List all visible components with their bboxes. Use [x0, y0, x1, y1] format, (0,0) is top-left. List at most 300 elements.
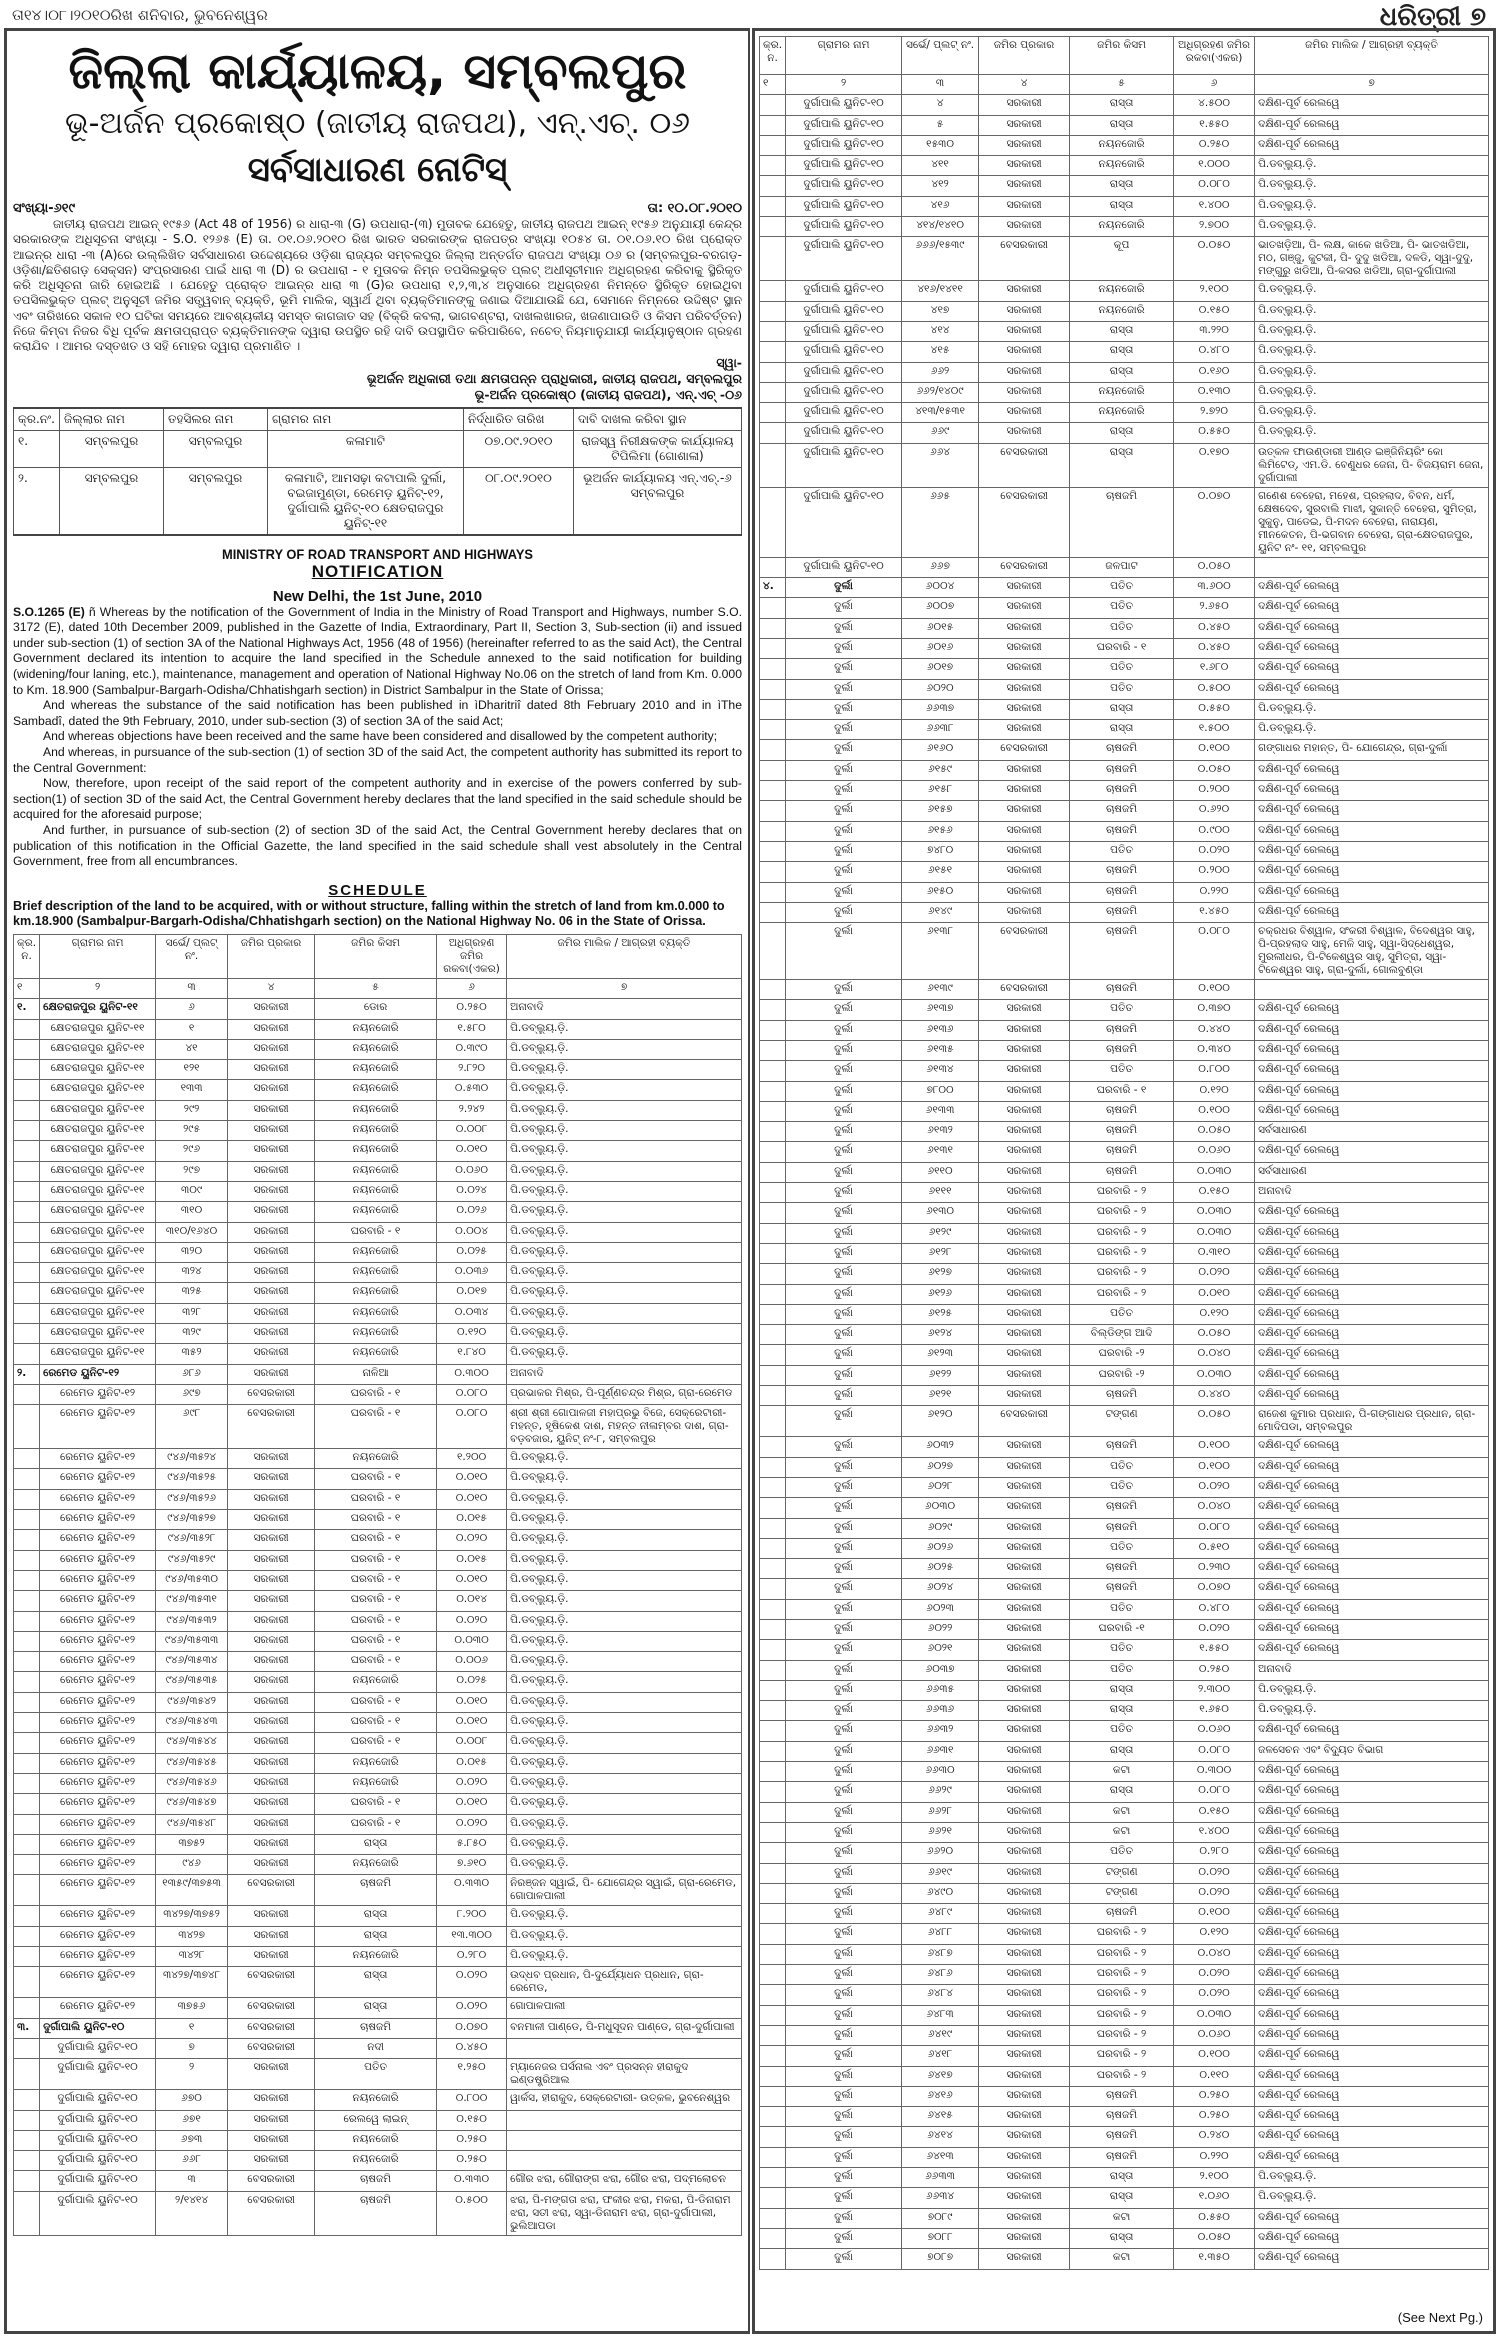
owner-cell: ଦକ୍ଷିଣ-ପୂର୍ବ ରେଲୱେ: [1255, 1965, 1489, 1985]
serial-cell: [760, 1223, 786, 1243]
schedule-row: [760, 902, 1489, 922]
plot-cell: ୬୬୨୮: [902, 1802, 979, 1822]
village-cell: ଦୁର୍ଗାପାଲି ୟୁନିଟ-୧୦: [786, 115, 902, 135]
land-class-cell: କଟା: [1070, 2208, 1174, 2228]
plot-cell: ୬୧୫୧: [902, 862, 979, 882]
area-cell: ୦.୪୫୦: [1174, 638, 1255, 658]
plot-cell: ୬୬୩୭: [902, 699, 979, 719]
owner-cell: ପି.ଡବ୍ଲ୍ୟୁ.ଡ଼ି.: [507, 1550, 742, 1570]
area-cell: ୦.୦୩୦: [1174, 1162, 1255, 1182]
plot-cell: ୪୧୪/୧୪୧୦: [902, 217, 979, 237]
land-type-cell: ସରକାରୀ: [979, 1223, 1070, 1243]
land-class-cell: ପତିତ: [1070, 659, 1174, 679]
land-class-cell: ଚାଷଜମି: [1070, 821, 1174, 841]
schedule-row: [760, 1579, 1489, 1599]
plot-cell: ୪୧୬/୧୪୧୧: [902, 281, 979, 301]
land-class-cell: ନୟନଜୋରି: [315, 1202, 437, 1222]
schedule-row: [760, 301, 1489, 321]
serial-cell: [760, 781, 786, 801]
land-class-cell: ପତିତ: [1070, 1000, 1174, 1020]
area-cell: ୦.୫୦୦: [1174, 679, 1255, 699]
village-cell: ଦୁର୍ଲା: [786, 862, 902, 882]
owner-cell: ଉଦ୍ଧବ ପ୍ରଧାନ, ପି-ଦୁର୍ଯ୍ୟୋଧନ ପ୍ରଧାନ, ଗ୍ରା-ରେମେଡ,: [507, 1967, 742, 1998]
owner-cell: ପି.ଡବ୍ଲ୍ୟୁ.ଡ଼ି.: [507, 1080, 742, 1100]
schedule-row: [14, 999, 742, 1019]
land-type-cell: ସରକାରୀ: [979, 1701, 1070, 1721]
plot-cell: ୬୪୧୩: [902, 2147, 979, 2167]
village-cell: ଦୁର୍ଗାପାଲି ୟୁନିଟ-୧୦: [40, 2130, 156, 2150]
area-cell: ୦.୦୧୫: [437, 1753, 507, 1773]
land-class-cell: ରାସ୍ତା: [1070, 342, 1174, 362]
land-class-cell: ନୟନଜୋରି: [315, 1773, 437, 1793]
owner-cell: ଦକ୍ଷିଣ-ପୂର୍ବ ରେଲୱେ: [1255, 1944, 1489, 1964]
land-type-cell: ସରକାରୀ: [979, 1243, 1070, 1263]
land-class-cell: ନୟନଜୋରି: [315, 2151, 437, 2171]
area-cell: ୦.୩୪୦: [1174, 1040, 1255, 1060]
owner-cell: ପି.ଡବ୍ଲ୍ୟୁ.ଡ଼ି.: [1255, 217, 1489, 237]
plot-cell: ୬୬୯: [902, 423, 979, 443]
serial-cell: [760, 923, 786, 980]
owner-cell: ଦକ୍ଷିଣ-ପୂର୍ବ ରେଲୱେ: [1255, 1345, 1489, 1365]
village-cell: ଦୁର୍ଲା: [786, 1203, 902, 1223]
serial-cell: [760, 1965, 786, 1985]
land-type-cell: ସରକାରୀ: [979, 1040, 1070, 1060]
land-class-cell: ରାସ୍ତା: [1070, 196, 1174, 216]
land-type-cell: ସରକାରୀ: [979, 342, 1070, 362]
owner-cell: ପି.ଡବ୍ଲ୍ୟୁ.ଡ଼ି.: [1255, 720, 1489, 740]
land-class-cell: ପତିତ: [315, 2059, 437, 2090]
village-cell: ଦୁର୍ଗାପାଲି ୟୁନିଟ-୧୦: [786, 281, 902, 301]
land-class-cell: ଘରବାରି -୨: [1070, 1345, 1174, 1365]
village-cell: ରେମେଡ ୟୁନିଟ-୧୨: [40, 1364, 156, 1384]
land-type-cell: ସରକାରୀ: [979, 403, 1070, 423]
schedule-col-number: ୫: [315, 978, 437, 998]
area-cell: ୨.୬୫୦: [1174, 598, 1255, 618]
schedule-row: [760, 1223, 1489, 1243]
owner-cell: ଦକ୍ଷିଣ-ପୂର୍ବ ରେଲୱେ: [1255, 1498, 1489, 1518]
schedule-description: Brief description of the land to be acquired, with or without structure, falling within the stretch of land from km.0.000 to km.18.900 (Sambalpur-Bargarh-Odisha/Chhatishgarh section) on the National Highway No. 06 in the State of Orissa.: [13, 898, 725, 929]
owner-cell: ଭାତଖଡ଼ିଆ, ପି- ଲକ୍ଷ, କାକେ ଖଡିଆ, ପି- ଭାତଖଡିଆ, ମଠ, ଗଞ୍ଜୁ, କୁଟକୀ, ପି- ଦୁଦୁ ଖଡିଆ, ଦଳଡି, ସ୍ୱା-ଦୁଦୁ, ମଙ୍ଗୁରୁ ଖଡିଆ, ପି-କସର ଖଡିଆ, ଗ୍ରା-ଦୁର୍ଗାପାଲୀ: [1255, 237, 1489, 281]
schedule-col-header: ଗ୍ରାମର ନାମ: [786, 37, 902, 75]
schedule-row: [14, 1080, 742, 1100]
owner-cell: ଦକ୍ଷିଣ-ପୂର୍ବ ରେଲୱେ: [1255, 1782, 1489, 1802]
land-class-cell: ନୟନଜୋରି: [315, 1039, 437, 1059]
village-cell: ରେମେଡ ୟୁନିଟ-୧୨: [40, 1906, 156, 1926]
schedule-row: [760, 578, 1489, 598]
schedule-row: [760, 196, 1489, 216]
schedule-col-header: କ୍ର. ନ.: [14, 934, 40, 978]
land-class-cell: ଘରବାରି - ୧: [315, 1591, 437, 1611]
land-class-cell: ଘରବାରି - ୧: [315, 1692, 437, 1712]
area-cell: ୦.୧୫୦: [1174, 1802, 1255, 1822]
village-cell: ଦୁର୍ଲା: [786, 1863, 902, 1883]
plot-cell: ୧: [156, 1019, 228, 1039]
schedule-row: [760, 362, 1489, 382]
village-cell: ଦୁର୍ଗାପାଲି ୟୁନିଟ-୧୦: [786, 362, 902, 382]
serial-cell: ୩.: [14, 2018, 40, 2038]
owner-cell: [507, 2110, 742, 2130]
village-cell: ରେମେଡ ୟୁନିଟ-୧୨: [40, 1449, 156, 1469]
plot-cell: ୬୪୮୩: [902, 2005, 979, 2025]
owner-cell: ଦକ୍ଷିଣ-ପୂର୍ବ ରେଲୱେ: [1255, 821, 1489, 841]
schedule-row: [14, 2090, 742, 2110]
schedule-row: [760, 760, 1489, 780]
schedule-row: [14, 1222, 742, 1242]
village-cell: ରେମେଡ ୟୁନିଟ-୧୨: [40, 1947, 156, 1967]
land-type-cell: ସରକାରୀ: [979, 2086, 1070, 2106]
schedule-row: [760, 443, 1489, 487]
schedule-row: [760, 1822, 1489, 1842]
schedule-row: [760, 1457, 1489, 1477]
land-class-cell: ଘରବାରି - ୨: [1070, 1243, 1174, 1263]
village-cell: ରେମେଡ ୟୁନିଟ-୧୨: [40, 1834, 156, 1854]
plot-cell: ୬୦୨୩: [902, 1599, 979, 1619]
area-cell: ୦.୧୦୦: [1174, 1904, 1255, 1924]
area-cell: ୦.୬୨୦: [1174, 801, 1255, 821]
schedule-row: [760, 2127, 1489, 2147]
signature-prefix: ସ୍ୱା-: [716, 354, 742, 370]
schedule-row: [760, 2025, 1489, 2045]
plot-cell: ୬୧୧୧: [902, 1183, 979, 1203]
area-cell: ୦.୦୩୦: [1174, 2005, 1255, 2025]
schedule-row: [760, 1122, 1489, 1142]
land-class-cell: ନୟନଜୋରି: [315, 1303, 437, 1323]
village-cell: କ୍ଷେତରାଜପୁର ୟୁନିଟ-୧୧: [40, 999, 156, 1019]
owner-cell: ଦକ୍ଷିଣ-ପୂର୍ବ ରେଲୱେ: [1255, 659, 1489, 679]
serial-cell: [14, 1283, 40, 1303]
area-cell: ୦.୦୦୪: [437, 1222, 507, 1242]
serial-cell: [14, 2090, 40, 2110]
plot-cell: ୬୦୨୦: [902, 679, 979, 699]
serial-cell: [760, 487, 786, 557]
area-cell: ୦.୧୦୦: [1174, 2046, 1255, 2066]
area-cell: ୦.୦୭୦: [437, 2018, 507, 2038]
owner-cell: ପି.ଡବ୍ଲ୍ୟୁ.ଡ଼ି.: [1255, 699, 1489, 719]
schedule-row: [760, 638, 1489, 658]
schedule-row: [760, 156, 1489, 176]
land-class-cell: ଚାଷଜମି: [1070, 1386, 1174, 1406]
village-cell: ଦୁର୍ଲା: [786, 821, 902, 841]
village-cell: ଦୁର୍ଲା: [786, 1559, 902, 1579]
serial-cell: [14, 1384, 40, 1404]
village-cell: ଦୁର୍ଲା: [786, 2025, 902, 2045]
village-cell: ଦୁର୍ଲା: [786, 2127, 902, 2147]
plot-cell: ୩୨୪: [156, 1263, 228, 1283]
village-cell: ରେମେଡ ୟୁନିଟ-୧୨: [40, 1550, 156, 1570]
schedule-row: [760, 342, 1489, 362]
area-cell: ୧.୫୫୦: [1174, 115, 1255, 135]
owner-cell: ଦକ୍ଷିଣ-ପୂର୍ବ ରେଲୱେ: [1255, 2025, 1489, 2045]
land-type-cell: ସରକାରୀ: [979, 1304, 1070, 1324]
land-type-cell: ସରକାରୀ: [979, 699, 1070, 719]
village-cell: ଦୁର୍ଗାପାଲି ୟୁନିଟ-୧୦: [40, 2110, 156, 2130]
schedule-col-number: ୪: [979, 75, 1070, 95]
serial-cell: [760, 443, 786, 487]
plot-cell: ୬୧୩୨: [902, 1122, 979, 1142]
village-cell: ଦୁର୍ଲା: [786, 2147, 902, 2167]
owner-cell: ଦକ୍ଷିଣ-ପୂର୍ବ ରେଲୱେ: [1255, 902, 1489, 922]
land-class-cell: ଚାଷଜମି: [1070, 760, 1174, 780]
schedule-row: [14, 1303, 742, 1323]
serial-cell: [760, 382, 786, 402]
plot-cell: ୬୬୩୬: [902, 1701, 979, 1721]
land-type-cell: ସରକାରୀ: [979, 882, 1070, 902]
serial-cell: [14, 1489, 40, 1509]
serial-cell: [14, 1449, 40, 1469]
plot-cell: ୩୦୯: [156, 1181, 228, 1201]
land-type-cell: ସରକାରୀ: [979, 1142, 1070, 1162]
village-cell: ଦୁର୍ଲା: [786, 1985, 902, 2005]
schedule-row: [760, 1640, 1489, 1660]
schedule-row: [760, 1559, 1489, 1579]
village-cell: ଦୁର୍ଲା: [786, 1183, 902, 1203]
plot-cell: ୬୦୨୯: [902, 1518, 979, 1538]
land-type-cell: ବେସରକାରୀ: [979, 443, 1070, 487]
village-cell: ଦୁର୍ଗାପାଲି ୟୁନିଟ-୧୦: [786, 487, 902, 557]
serial-cell: [760, 1386, 786, 1406]
land-class-cell: ପତିତ: [1070, 1599, 1174, 1619]
land-class-cell: ନୟନଜୋରି: [315, 1181, 437, 1201]
owner-cell: ଦକ୍ଷିଣ-ପୂର୍ବ ରେଲୱେ: [1255, 862, 1489, 882]
village-cell: ଦୁର୍ଲା: [786, 1599, 902, 1619]
area-cell: ୦.୫୧୦: [1174, 1538, 1255, 1558]
land-type-cell: ସରକାରୀ: [228, 1591, 315, 1611]
serial-cell: [760, 1579, 786, 1599]
land-type-cell: ସରକାରୀ: [228, 1530, 315, 1550]
signature-line-1: ଭୂଅର୍ଜନ ଅଧିକାରୀ ତଥା କ୍ଷମତାପନ୍ନ ପ୍ରାଧିକାରୀ, ଜାତୀୟ ରାଜପଥ, ସମ୍ବଲପୁର: [366, 370, 742, 386]
area-cell: ୦.୦୮୦: [437, 1384, 507, 1404]
serial-cell: [760, 1741, 786, 1761]
serial-cell: [14, 1344, 40, 1364]
owner-cell: ପି.ଡବ୍ଲ୍ୟୁ.ଡ଼ି.: [1255, 1680, 1489, 1700]
land-class-cell: ପତିତ: [1070, 841, 1174, 861]
serial-cell: [760, 1020, 786, 1040]
left-column: [4, 28, 750, 2334]
plot-cell: ୬୧୩୮: [902, 923, 979, 980]
owner-cell: ଦକ୍ଷିଣ-ପୂର୍ବ ରେଲୱେ: [1255, 1620, 1489, 1640]
land-class-cell: ଚାଷଜମି: [1070, 1162, 1174, 1182]
area-cell: ୦.୨୮୦: [1174, 1843, 1255, 1863]
schedule-row: [760, 237, 1489, 281]
land-type-cell: ସରକାରୀ: [979, 1883, 1070, 1903]
col-header: ଗ୍ରାମର ନାମ: [267, 408, 463, 431]
land-class-cell: ନୟନଜୋରି: [315, 1753, 437, 1773]
village-cell: କ୍ଷେତରାଜପୁର ୟୁନିଟ-୧୧: [40, 1181, 156, 1201]
village-cell: ରେମେଡ ୟୁନିଟ-୧୨: [40, 1510, 156, 1530]
owner-cell: ପି.ଡବ୍ଲ୍ୟୁ.ଡ଼ି.: [507, 1324, 742, 1344]
schedule-row: [760, 2005, 1489, 2025]
schedule-row: [760, 659, 1489, 679]
schedule-row: [760, 598, 1489, 618]
col-header: ତହସିଲର ନାମ: [163, 408, 267, 431]
land-type-cell: ସରକାରୀ: [979, 135, 1070, 155]
village-cell: ଦୁର୍ଲା: [786, 1061, 902, 1081]
area-cell: ୦.୦୪୦: [1174, 1345, 1255, 1365]
serial-cell: [760, 2208, 786, 2228]
plot-cell: ୯୪୬/୩୫୪୬: [156, 1773, 228, 1793]
land-type-cell: ସରକାରୀ: [228, 1631, 315, 1651]
land-type-cell: ସରକାରୀ: [979, 1802, 1070, 1822]
owner-cell: ଦକ୍ଷିଣ-ପୂର୍ବ ରେଲୱେ: [1255, 781, 1489, 801]
land-type-cell: ସରକାରୀ: [979, 1020, 1070, 1040]
land-type-cell: ସରକାରୀ: [228, 1039, 315, 1059]
area-cell: ୦.୦୫୦: [1174, 1325, 1255, 1345]
village-cell: ଦୁର୍ଲା: [786, 1579, 902, 1599]
area-cell: ୦.୦୬୦: [1174, 1721, 1255, 1741]
plot-cell: ୯୪୬/୩୫୩୨: [156, 1611, 228, 1631]
land-type-cell: ବେସରକାରୀ: [228, 1998, 315, 2018]
serial-cell: [760, 598, 786, 618]
schedule-row: [760, 1061, 1489, 1081]
land-class-cell: ଚାଷଜମି: [1070, 862, 1174, 882]
village-cell: ରେମେଡ ୟୁନିଟ-୧୨: [40, 1405, 156, 1449]
area-cell: ୦.୧୨୦: [1174, 1304, 1255, 1324]
schedule-row: [760, 781, 1489, 801]
land-class-cell: କଟା: [1070, 1822, 1174, 1842]
land-class-cell: ଚାଷଜମି: [1070, 2107, 1174, 2127]
serial-cell: [14, 1303, 40, 1323]
land-type-cell: ସରକାରୀ: [979, 95, 1070, 115]
land-type-cell: ସରକାରୀ: [979, 1944, 1070, 1964]
village-cell: ରେମେଡ ୟୁନିଟ-୧୨: [40, 1998, 156, 2018]
schedule-row: [14, 2151, 742, 2171]
plot-cell: ୬୦୩୭: [902, 1660, 979, 1680]
area-cell: ୦.୦୫୦: [1174, 760, 1255, 780]
owner-cell: ପି.ଡବ୍ଲ୍ୟୁ.ଡ଼ି.: [507, 1344, 742, 1364]
schedule-row: [14, 1753, 742, 1773]
schedule-row: [760, 403, 1489, 423]
schedule-row: [14, 1100, 742, 1120]
land-class-cell: ନାଳିଆ: [315, 1364, 437, 1384]
land-type-cell: ସରକାରୀ: [979, 321, 1070, 341]
village-cell: କ୍ଷେତରାଜପୁର ୟୁନିଟ-୧୧: [40, 1100, 156, 1120]
area-cell: ୦.୦୪୦: [1174, 1944, 1255, 1964]
land-class-cell: ନୟନଜୋରି: [315, 1283, 437, 1303]
notice-date: ତା: ୧୦.୦୮.୨୦୧୦: [647, 201, 742, 216]
schedule-col-header: ଜମିର ପ୍ରକାର: [228, 934, 315, 978]
serial-cell: [14, 1080, 40, 1100]
serial-cell: [760, 1762, 786, 1782]
land-class-cell: ନୟନଜୋରି: [1070, 281, 1174, 301]
area-cell: ୦.୧୦୦: [1174, 1101, 1255, 1121]
plot-cell: ୧୫୩୦: [902, 135, 979, 155]
land-class-cell: କଟା: [1070, 2249, 1174, 2269]
serial-cell: [760, 362, 786, 382]
plot-cell: ୬୬୩୩: [902, 2168, 979, 2188]
village-cell: ଦୁର୍ଗାପାଲି ୟୁନିଟ-୧୦: [786, 237, 902, 281]
owner-cell: ପି.ଡବ୍ଲ୍ୟୁ.ଡ଼ି.: [1255, 342, 1489, 362]
land-class-cell: ଘରବାରି - ୨: [1070, 1203, 1174, 1223]
owner-cell: [1255, 980, 1489, 1000]
land-type-cell: ସରକାରୀ: [979, 1284, 1070, 1304]
area-cell: ୨.୧୦୦: [1174, 2168, 1255, 2188]
plot-cell: ୬୬୨୯: [902, 1782, 979, 1802]
owner-cell: ଦକ୍ଷିଣ-ପୂର୍ବ ରେଲୱେ: [1255, 95, 1489, 115]
area-cell: ୦.୧୦୦: [1174, 1437, 1255, 1457]
serial-cell: [760, 1122, 786, 1142]
land-class-cell: ରାସ୍ତା: [1070, 362, 1174, 382]
owner-cell: ଦକ୍ଷିଣ-ପୂର୍ବ ରେଲୱେ: [1255, 1863, 1489, 1883]
area-cell: ୨.୨୪୨: [437, 1100, 507, 1120]
village-cell: ଦୁର୍ଗାପାଲି ୟୁନିଟ-୧୦: [786, 423, 902, 443]
plot-cell: ୬୬୩୨: [902, 1721, 979, 1741]
area-cell: ୦.୯୦୦: [1174, 821, 1255, 841]
serial-cell: [760, 740, 786, 760]
serial-cell: [14, 1121, 40, 1141]
area-cell: ୦.୦୩୦: [1174, 1365, 1255, 1385]
serial-cell: [760, 1304, 786, 1324]
schedule-col-header: ଜମିର ମାଲିକ / ଆଗ୍ରହୀ ବ୍ୟକ୍ତି: [507, 934, 742, 978]
owner-cell: ଦକ୍ଷିଣ-ପୂର୍ବ ରେଲୱେ: [1255, 1142, 1489, 1162]
land-class-cell: ପତିତ: [1070, 1721, 1174, 1741]
area-cell: ୦.୦୨୫: [437, 1242, 507, 1262]
area-cell: ୦.୨୫୦: [437, 2130, 507, 2150]
schedule-col-header: ଜମିର ମାଲିକ / ଆଗ୍ରହୀ ବ୍ୟକ୍ତି: [1255, 37, 1489, 75]
land-class-cell: କଟା: [1070, 1802, 1174, 1822]
plot-cell: ୬୪୧୯: [902, 2025, 979, 2045]
serial-cell: [760, 2086, 786, 2106]
village-cell: ଦୁର୍ଲା: [786, 659, 902, 679]
owner-cell: ପି.ଡବ୍ଲ୍ୟୁ.ଡ଼ି.: [507, 1794, 742, 1814]
reference-line: [13, 201, 742, 216]
plot-cell: ୯୪୬/୩୫୪୭: [156, 1794, 228, 1814]
schedule-row: [760, 1701, 1489, 1721]
area-cell: ୦.୧୫୦: [437, 2110, 507, 2130]
serial-cell: [14, 1631, 40, 1651]
land-class-cell: ନୟନଜୋରି: [315, 1141, 437, 1161]
schedule-row: [14, 2130, 742, 2150]
area-cell: ୦.୦୨୦: [1174, 1863, 1255, 1883]
area-cell: ୦.୦୨୦: [437, 1530, 507, 1550]
village-cell: ଦୁର୍ଲା: [786, 1660, 902, 1680]
area-cell: ୮.୨୦୦: [437, 1906, 507, 1926]
schedule-row: [14, 1733, 742, 1753]
area-cell: ୦.୧୫୦: [1174, 301, 1255, 321]
serial-cell: [14, 1570, 40, 1590]
plot-cell: ୩୨୦: [156, 1242, 228, 1262]
serial-cell: [760, 1325, 786, 1345]
land-class-cell: ପତିତ: [1070, 1660, 1174, 1680]
land-class-cell: ଚାଷଜମି: [1070, 980, 1174, 1000]
plot-cell: ୬୬୩୧: [902, 1741, 979, 1761]
schedule-row: [14, 2018, 742, 2038]
serial-cell: [760, 1944, 786, 1964]
right-column: [752, 28, 1496, 2334]
land-class-cell: ଟଙ୍ଗଣ: [1070, 1883, 1174, 1903]
serial-cell: [760, 760, 786, 780]
serial-cell: [760, 423, 786, 443]
serial-cell: [14, 2059, 40, 2090]
schedule-row: [14, 1967, 742, 1998]
serial-cell: [760, 281, 786, 301]
owner-cell: ଅନାବାଦି: [507, 1364, 742, 1384]
land-type-cell: ସରକାରୀ: [979, 638, 1070, 658]
area-cell: ୦.୦୦୮: [437, 1121, 507, 1141]
land-class-cell: ନୟନଜୋରି: [315, 1672, 437, 1692]
land-type-cell: ସରକାରୀ: [979, 1822, 1070, 1842]
area-cell: ୦.୧୦୦: [1174, 740, 1255, 760]
village-cell: ରେମେଡ ୟୁନିଟ-୧୨: [40, 1489, 156, 1509]
area-cell: ୦.୦୧୭: [437, 1283, 507, 1303]
serial-cell: [14, 1794, 40, 1814]
plot-cell: ୬୧୧୦: [902, 1162, 979, 1182]
serial-cell: [760, 1203, 786, 1223]
serial-cell: [760, 699, 786, 719]
notice-body: ଜାତୀୟ ରାଜପଥ ଆଇନ୍ ୧୯୫୬ (Act 48 of 1956) ର ଧାରା-୩ (G) ଉପଧାରା-(୩) ମୁତାବକ ଯେହେତୁ, ଜାତୀୟ ରାଜପଥ ଆଇନ୍ ୧୯୫୬ ଅନୁଯାୟୀ କେନ୍ଦ୍ର ସରକାରଙ୍କ ଅଧିସୂଚନା ସଂଖ୍ୟା - S.O. ୧୨୬୫ (E) ତା. ୦୧.୦୬.୨୦୧୦ ରିଖ ଭାରତ ସରକାରଙ୍କ ରାଜପତ୍ର ସଂଖ୍ୟା ୧୦୫୪ ତା. ୦୧.୦୬.୧୦ ରିଖ ପ୍ରୋକ୍ତ ଆଇନ୍‌ର ଧାରା -୩ (A)ରେ ଉଲ୍ଲିଖିତ ସର୍ବସାଧାରଣ ଉଦ୍ଦେଶ୍ୟରେ ଓଡ଼ିଶା ରାଜ୍ୟର ସମ୍ବଲପୁର ଜିଲ୍ଲା ଅନ୍ତର୍ଗତ ରାଜପଥ ସଂଖ୍ୟା ୦୬ ର (ସମ୍ବଲପୁର-ବରଗଡ଼-ଓଡ଼ିଶା/ଛତିଶଗଡ଼ ସେକ୍ସନ) ସଂପ୍ରସାରଣ ପାଇଁ ଧାରା ୩ (D) ର ଉପଧାରା - ୧ ମୁତାବକ ନିମ୍ନ ତପସିଲଭୁକ୍ତ ପ୍ଲଟ୍ ଅଧୀସୂଚୀମାନ ଅଧିଗ୍ରହଣ କରିବାକୁ ସ୍ଥିରିକୃତ କରି ଅଧିସୂଚନା ଜାରି ହୋଇଅଛି । ଯେହେତୁ ପ୍ରୋକ୍ତ ଆଇନ୍‌ର ଧାରା ୩ (G)ର ଉପଧାରା ୧,୨,୩,୪ ଅନୁସାରେ ଅଧିଗ୍ରହଣ ନିମନ୍ତେ ସ୍ଥିରିକୃତ ହୋଇଥିବା ତପସିଲଭୁକ୍ତ ପ୍ଲଟ୍ ଅନୁସୂଚୀ ଜମିର ସତ୍ତ୍ୱବାନ୍ ବ୍ୟକ୍ତି, ଭୂମି ମାଲିକ, ସ୍ୱାର୍ଥ ଥିବା ବ୍ୟକ୍ତିମାନଙ୍କୁ ଜଣାଇ ଦିଆଯାଉଛି ଯେ, ସେମାନେ ନିମ୍ନରେ ଉଦ୍ଦିଷ୍ଟ ସ୍ଥାନ ଏବଂ ତାରିଖରେ ସକାଳ ୧୦ ଘଟିକା ସମୟରେ ଆବଶ୍ୟକୀୟ ସମସ୍ତ କାଗଜାତ ସହ (ବିକ୍ରି କବଲା, ଭାଗବଣ୍ଟରା, ଦାଖଲଖାରଜ, ଖଜଣାପାଉତି ଓ କିସମ ପରିବର୍ତ୍ତନ) ନିଜେ କିମ୍ବା ନିଜର ବିଧି ପୂର୍ବକ କ୍ଷମତାପ୍ରାପ୍ତ ବ୍ୟକ୍ତିମାନଙ୍କ ଦ୍ୱାରା ଉପସ୍ଥିତ ରହି ଦାବି ଉପସ୍ଥାପିତ କରିପାରିବେ, ନଚେତ୍ ନିୟମାନୁଯାୟୀ କାର୍ଯ୍ୟାନୁଷ୍ଠାନ ଗ୍ରହଣ କରାଯିବ । ଆମର ଦସ୍ତଖତ ଓ ସହି ମୋହର ଦ୍ୱାରା ପ୍ରମାଣିତ ।: [13, 217, 742, 354]
area-cell: ୨.୭୦୦: [1174, 217, 1255, 237]
schedule-row: [760, 1883, 1489, 1903]
owner-cell: ଦକ୍ଷିଣ-ପୂର୍ବ ରେଲୱେ: [1255, 1883, 1489, 1903]
